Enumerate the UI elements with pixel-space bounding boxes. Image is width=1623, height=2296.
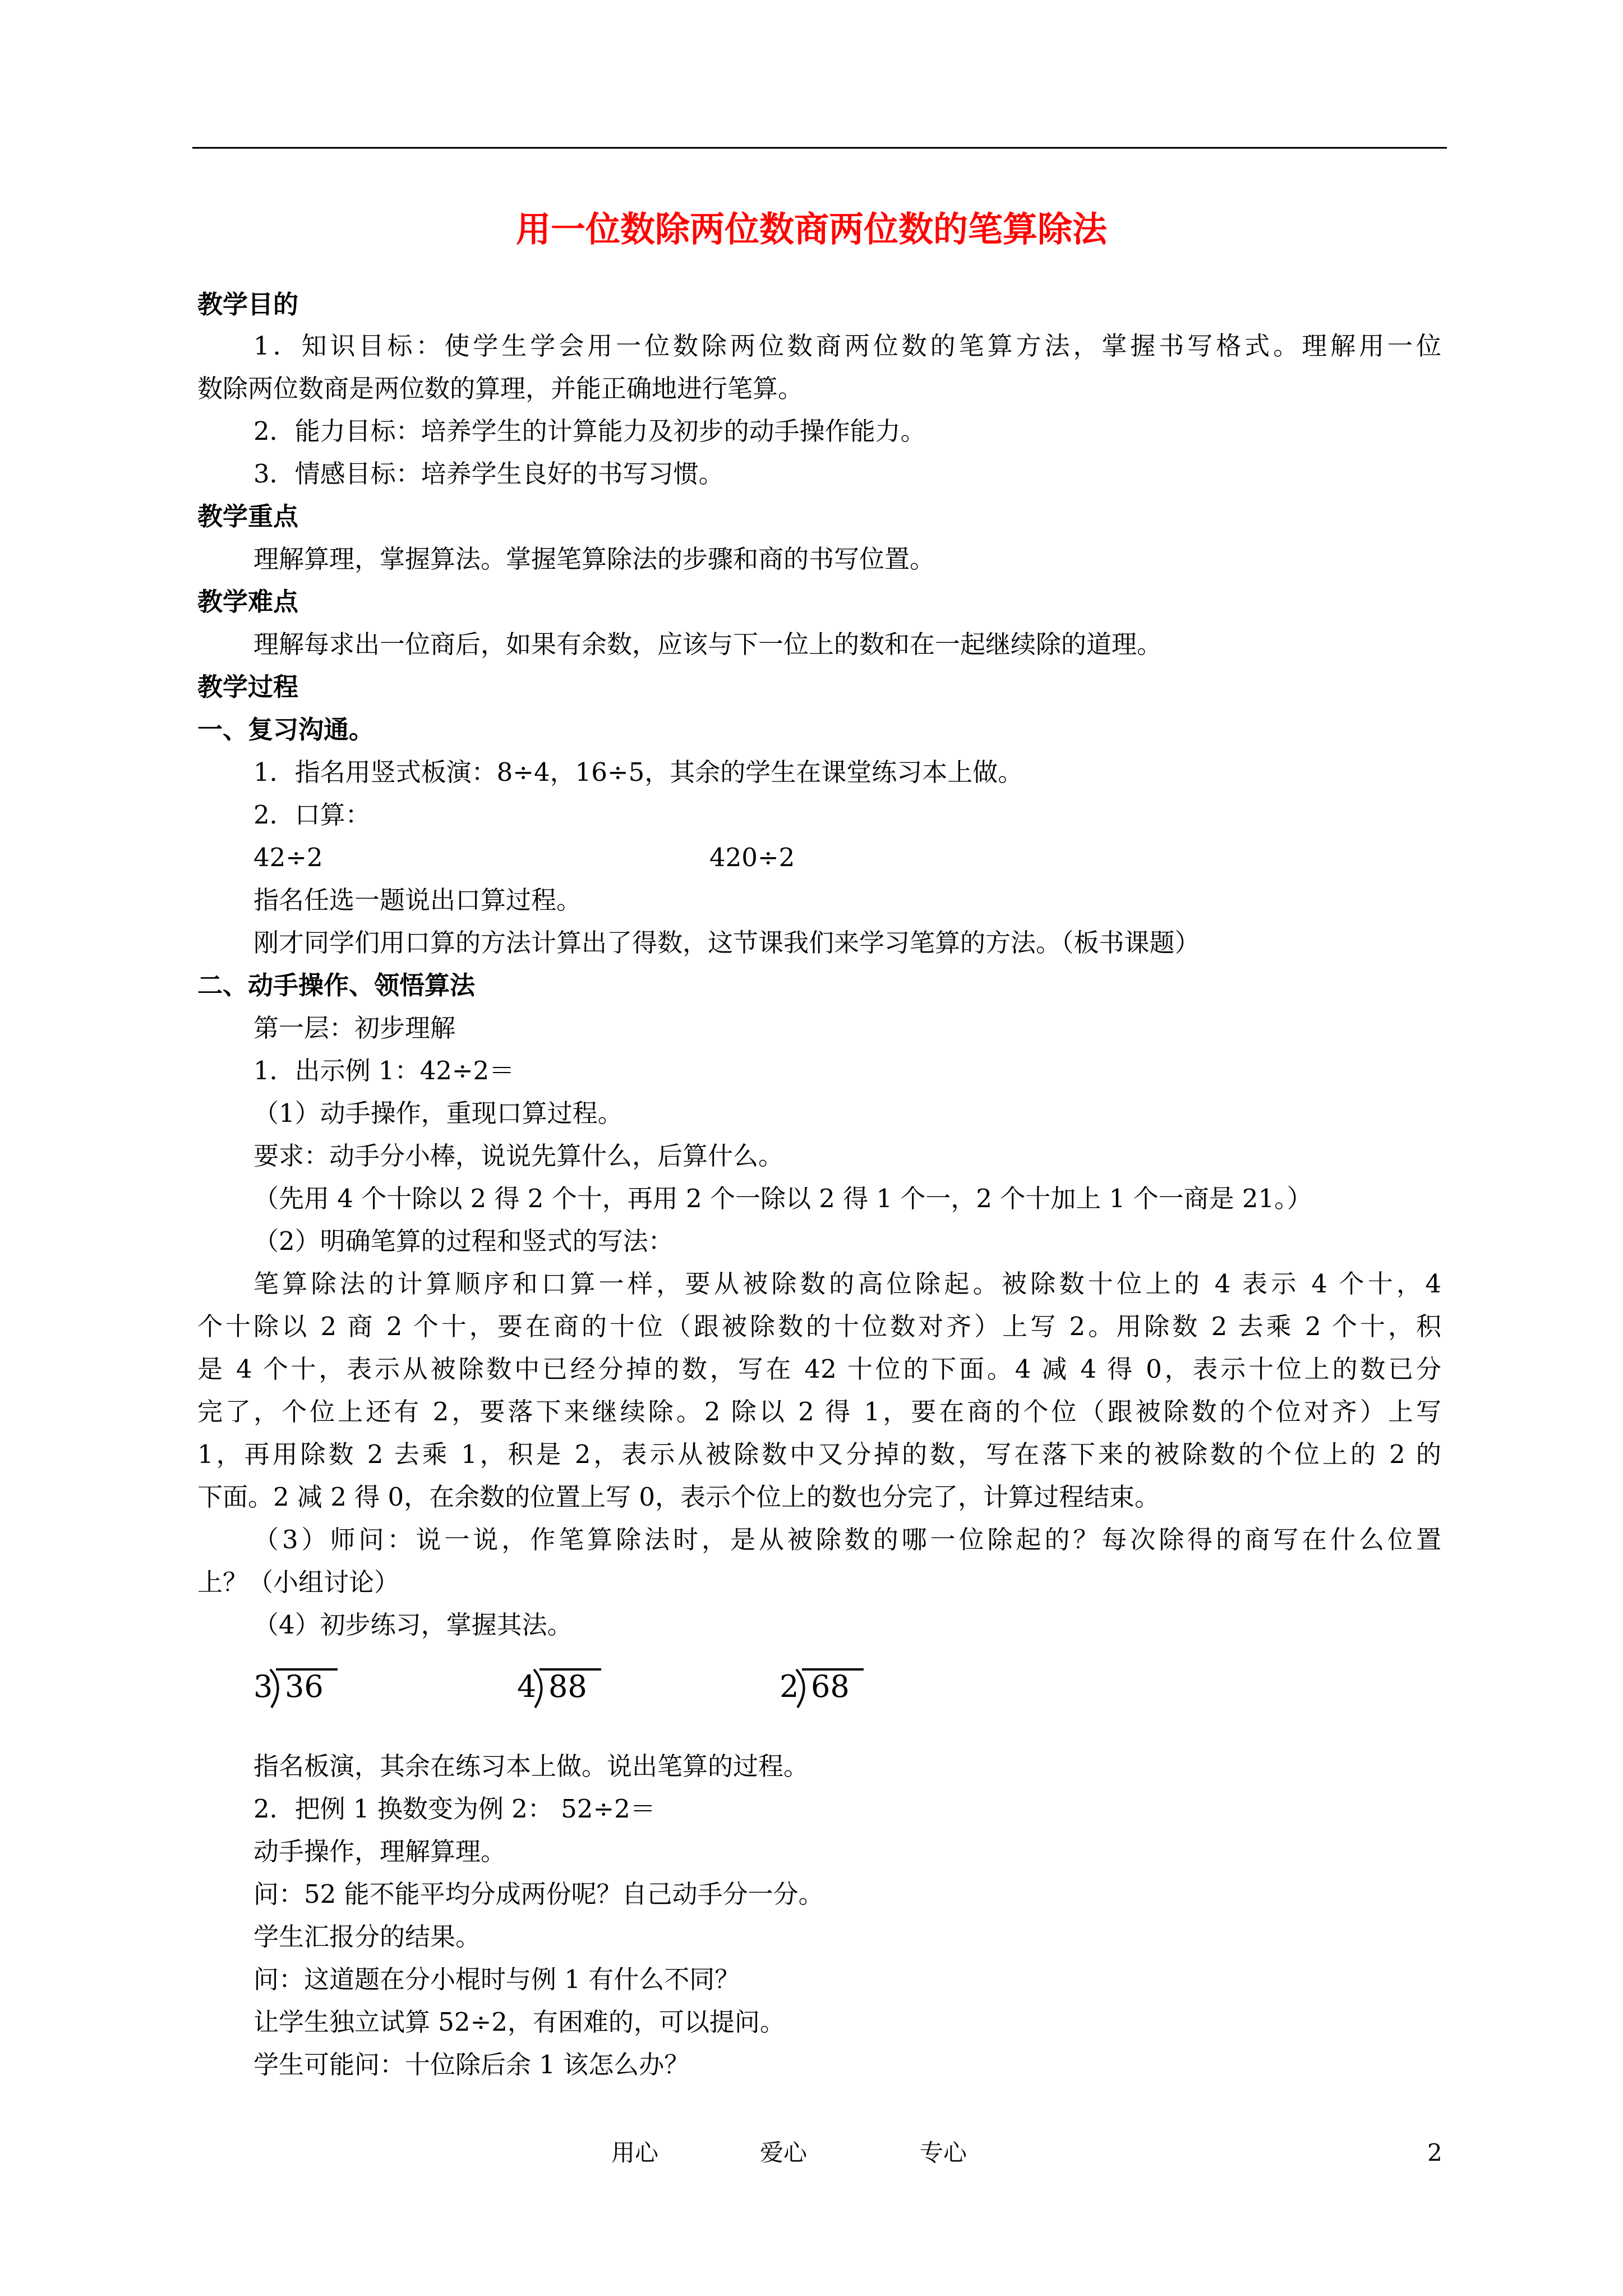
footer-word-1: 用心	[611, 2139, 659, 2166]
goal-3: 3．情感目标：培养学生良好的书写习惯。	[253, 459, 724, 489]
dividend: 88	[548, 1669, 587, 1704]
divisor: 2	[780, 1669, 799, 1704]
para-line-2: 个十除以 2 商 2 个十，要在商的十位（跟被除数的十位数对齐）上写 2。用除数 2 去乘 2 个十，积	[197, 1312, 1441, 1341]
oral-calc-b: 420÷2	[709, 843, 795, 872]
goal-1-line-2: 数除两位数商是两位数的算理，并能正确地进行笔算。	[197, 374, 804, 403]
para-line-3: 是 4 个十，表示从被除数中已经分掉的数，写在 42 十位的下面。4 减 4 得 0，表示十位上的数已分	[197, 1354, 1441, 1384]
dividend: 36	[285, 1669, 324, 1704]
para-line-6: 下面。2 减 2 得 0，在余数的位置上写 0，表示个位上的数也分完了，计算过程结束。	[197, 1482, 1160, 1512]
step-1: （1）动手操作，重现口算过程。	[253, 1098, 623, 1128]
requirement: 要求：动手分小棒，说说先算什么，后算什么。	[253, 1141, 784, 1171]
document-title: 用一位数除两位数商两位数的笔算除法	[515, 209, 1107, 250]
goal-2: 2．能力目标：培养学生的计算能力及初步的动手操作能力。	[253, 416, 926, 446]
part-1-item-4: 刚才同学们用口算的方法计算出了得数，这节课我们来学习笔算的方法。（板书课题）	[253, 928, 1200, 958]
heading-key-points: 教学重点	[197, 501, 299, 531]
part-1-heading: 一、复习沟通。	[197, 715, 375, 744]
divisor: 4	[517, 1669, 537, 1704]
heading-process: 教学过程	[197, 672, 299, 702]
footer-word-3: 专心	[920, 2139, 967, 2166]
example-2: 2．把例 1 换数变为例 2： 52÷2＝	[253, 1794, 656, 1824]
page-number: 2	[1427, 2139, 1442, 2166]
step-4: （4）初步练习，掌握其法。	[253, 1610, 573, 1640]
question-2: 问：这道题在分小棍时与例 1 有什么不同？	[253, 1964, 740, 1994]
divisor: 3	[253, 1669, 273, 1704]
goal-1-line-1: 1．知识目标：使学生学会用一位数除两位数商两位数的笔算方法，掌握书写格式。理解用一位	[253, 331, 1441, 361]
oral-calc-a: 42÷2	[253, 843, 323, 872]
part-1-item-2: 2．口算：	[253, 800, 371, 830]
example-1: 1．出示例 1：42÷2＝	[253, 1056, 515, 1085]
layer-1-label: 第一层：初步理解	[253, 1013, 456, 1043]
para-line-5: 1，再用除数 2 去乘 1，积是 2，表示从被除数中又分掉的数，写在落下来的被除数的个位上的 2 的	[197, 1439, 1441, 1469]
difficulties-text: 理解每求出一位商后，如果有余数，应该与下一位上的数和在一起继续除的道理。	[253, 629, 1163, 659]
step-3-line-1: （3）师问：说一说，作笔算除法时，是从被除数的哪一位除起的？每次除得的商写在什么位置	[253, 1525, 1441, 1554]
heading-difficulties: 教学难点	[197, 587, 299, 616]
student-question: 学生可能问：十位除后余 1 该怎么办？	[253, 2050, 690, 2079]
footer-word-2: 爱心	[760, 2139, 808, 2166]
dividend: 68	[811, 1669, 850, 1704]
step-3-line-2: 上？（小组讨论）	[197, 1567, 400, 1597]
question-1: 问：52 能不能平均分成两份呢？自己动手分一分。	[253, 1879, 824, 1909]
part-1-item-1: 1．指名用竖式板演：8÷4，16÷5，其余的学生在课堂练习本上做。	[253, 757, 1023, 787]
step-2: （2）明确笔算的过程和竖式的写法：	[253, 1226, 674, 1256]
heading-teaching-goals: 教学目的	[197, 289, 299, 319]
header-rule	[192, 147, 1447, 149]
part-2-heading: 二、动手操作、领悟算法	[197, 970, 476, 1000]
after-practice: 指名板演，其余在练习本上做。说出笔算的过程。	[253, 1751, 809, 1781]
para-line-4: 完了，个位上还有 2，要落下来继续除。2 除以 2 得 1，要在商的个位（跟被除数的个位对齐）上写	[197, 1397, 1441, 1427]
key-points-text: 理解算理，掌握算法。掌握笔算除法的步骤和商的书写位置。	[253, 544, 935, 574]
para-line-1: 笔算除法的计算顺序和口算一样，要从被除数的高位除起。被除数十位上的 4 表示 4 个十，4	[253, 1269, 1441, 1299]
independent-try: 让学生独立试算 52÷2，有困难的，可以提问。	[253, 2007, 785, 2037]
part-1-item-3: 指名任选一题说出口算过程。	[253, 885, 582, 915]
hands-on: 动手操作，理解算理。	[253, 1837, 506, 1866]
student-report: 学生汇报分的结果。	[253, 1922, 481, 1952]
explanation: （先用 4 个十除以 2 得 2 个十，再用 2 个一除以 2 得 1 个一，2 个十加上 1 个一商是 21。）	[253, 1184, 1312, 1213]
